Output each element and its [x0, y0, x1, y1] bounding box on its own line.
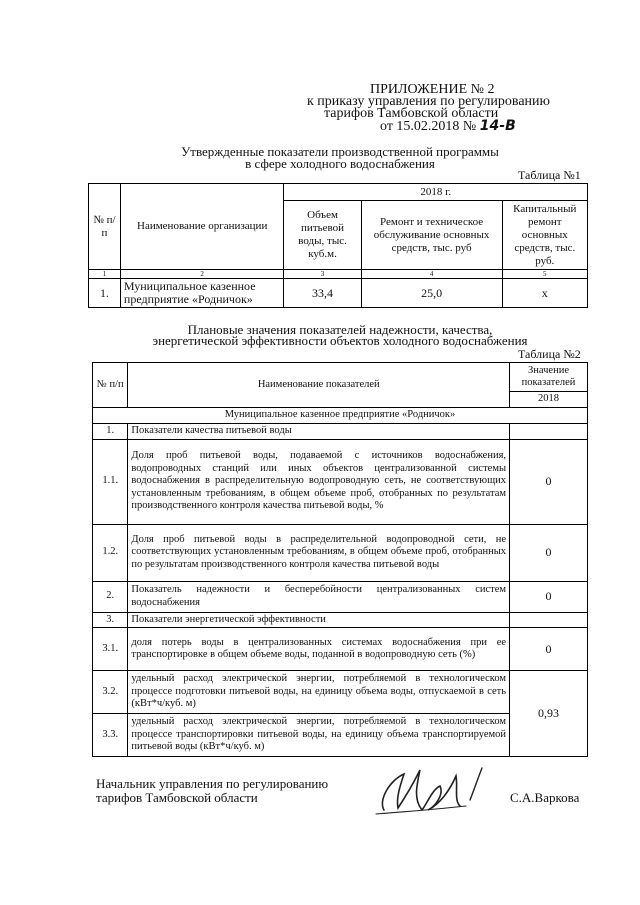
t1-index-cell: 5 [502, 270, 587, 279]
t1-index-cell: 1 [89, 270, 121, 279]
t1-index-cell: 4 [361, 270, 502, 279]
signer-position-line1: Начальник управления по регулированию [96, 776, 329, 791]
table-row [93, 612, 588, 628]
t1-header-volume: Объем питьевой воды, тыс. куб.м. [284, 201, 361, 270]
appendix-title: ПРИЛОЖЕНИЕ № 2 [370, 82, 495, 97]
table-row [93, 524, 588, 581]
t2-row-num: 3.3. [93, 714, 128, 757]
t1-index-cell: 2 [120, 270, 284, 279]
appendix-line-authority: тарифов Тамбовской области [324, 106, 499, 121]
t2-row-value [510, 612, 588, 628]
t2-header-name: Наименование показателей [128, 363, 510, 408]
table-row [93, 439, 588, 524]
t2-row-text: удельный расход электрической энергии, потребляемой в технологическом процессе транспортировки питьевой воды, на единицу объема транспортируемой питьевой воды (кВт*ч/куб. м) [128, 714, 510, 757]
t1-header-capital: Капитальный ремонт основных средств, тыс. руб. [502, 201, 587, 270]
table-row [93, 628, 588, 671]
appendix-line-date [380, 119, 516, 134]
t2-row-num: 3.2. [93, 671, 128, 714]
t1-row-num: 1. [89, 279, 121, 308]
table-row [93, 424, 588, 440]
signer-position-line2: тарифов Тамбовской области [96, 790, 258, 805]
t2-row-text: удельный расход электрической энергии, потребляемой в технологическом процессе подготовки питьевой воды, на единицу объема воды, отпускаемой в сеть (кВт*ч/куб. м) [128, 671, 510, 714]
table2-title-line1: Плановые значения показателей надежности, качества, [187, 322, 493, 337]
t2-row-num: 1.2. [93, 524, 128, 581]
t1-row-capital: х [502, 279, 587, 308]
order-number-handwritten: 14-В [479, 118, 516, 134]
t2-row-text: Показатели качества питьевой воды [128, 424, 510, 440]
t1-header-num: № п/п [89, 184, 121, 270]
t1-row-volume: 33,4 [284, 279, 361, 308]
table1-title-line2: в сфере холодного водоснабжения [245, 156, 435, 171]
t2-row-value: 0 [510, 581, 588, 612]
t2-row-text: Показатель надежности и бесперебойности централизованных систем водоснабжения [128, 581, 510, 612]
t1-row-org: Муниципальное казенное предприятие «Родничок» [120, 279, 284, 308]
t2-header-num: № п/п [93, 363, 128, 408]
signer-name: С.А.Варкова [510, 790, 580, 805]
t2-row-text: Показатели энергетической эффективности [128, 612, 510, 628]
table-row [93, 671, 588, 714]
t2-row-text: Доля проб питьевой воды в распределительной водопроводной сети, не соответствующих установленным требованиям, в общем объеме проб, отобранных по результатам производственного контроля качества питьевой воды [128, 524, 510, 581]
t2-row-num: 1. [93, 424, 128, 440]
t2-row-text: доля потерь воды в централизованных системах водоснабжения при ее транспортировке в общем объеме воды, поданной в водопроводную сеть (%) [128, 628, 510, 671]
t1-row-repair: 25,0 [361, 279, 502, 308]
t2-row-num: 3. [93, 612, 128, 628]
t1-header-year: 2018 г. [284, 184, 588, 201]
t2-row-text: Доля проб питьевой воды, подаваемой с источников водоснабжения, водопроводных станций или иных объектов централизованной системы водоснабжения в распределительную водопроводную сеть, не соответствующих установленным требованиям, в общем объеме проб, отобранных по результатам производственного контроля качества питьевой воды, % [128, 439, 510, 524]
t1-row [89, 279, 588, 308]
t1-header-org: Наименование организации [120, 184, 284, 270]
t2-row-value: 0 [510, 524, 588, 581]
table2-label: Таблица №2 [518, 347, 581, 361]
t2-row-value: 0 [510, 628, 588, 671]
appendix-line-order: к приказу управления по регулированию [307, 94, 550, 109]
table1-title-line1: Утвержденные показатели производственной программы [181, 144, 499, 159]
t2-row-value-merged: 0,93 [510, 671, 588, 757]
production-program-table [88, 183, 588, 308]
t1-index-cell: 3 [284, 270, 361, 279]
t1-header-repair: Ремонт и техническое обслуживание основных средств, тыс. руб [361, 201, 502, 270]
handwritten-signature [370, 760, 500, 820]
indicators-table [92, 362, 588, 757]
order-date: от 15.02.2018 № [380, 119, 477, 134]
t2-header-year: 2018 [510, 392, 588, 408]
table-row [93, 581, 588, 612]
t1-index-row [89, 270, 588, 279]
table1-label: Таблица №1 [518, 168, 581, 182]
table2-title-line2: энергетической эффективности объектов холодного водоснабжения [152, 333, 528, 348]
t2-header-value: Значение показателей [510, 363, 588, 392]
t2-row-num: 2. [93, 581, 128, 612]
t2-row-value: 0 [510, 439, 588, 524]
t2-row-value [510, 424, 588, 440]
t2-row-num: 3.1. [93, 628, 128, 671]
t2-org-row: Муниципальное казенное предприятие «Родничок» [93, 408, 588, 424]
t2-row-num: 1.1. [93, 439, 128, 524]
